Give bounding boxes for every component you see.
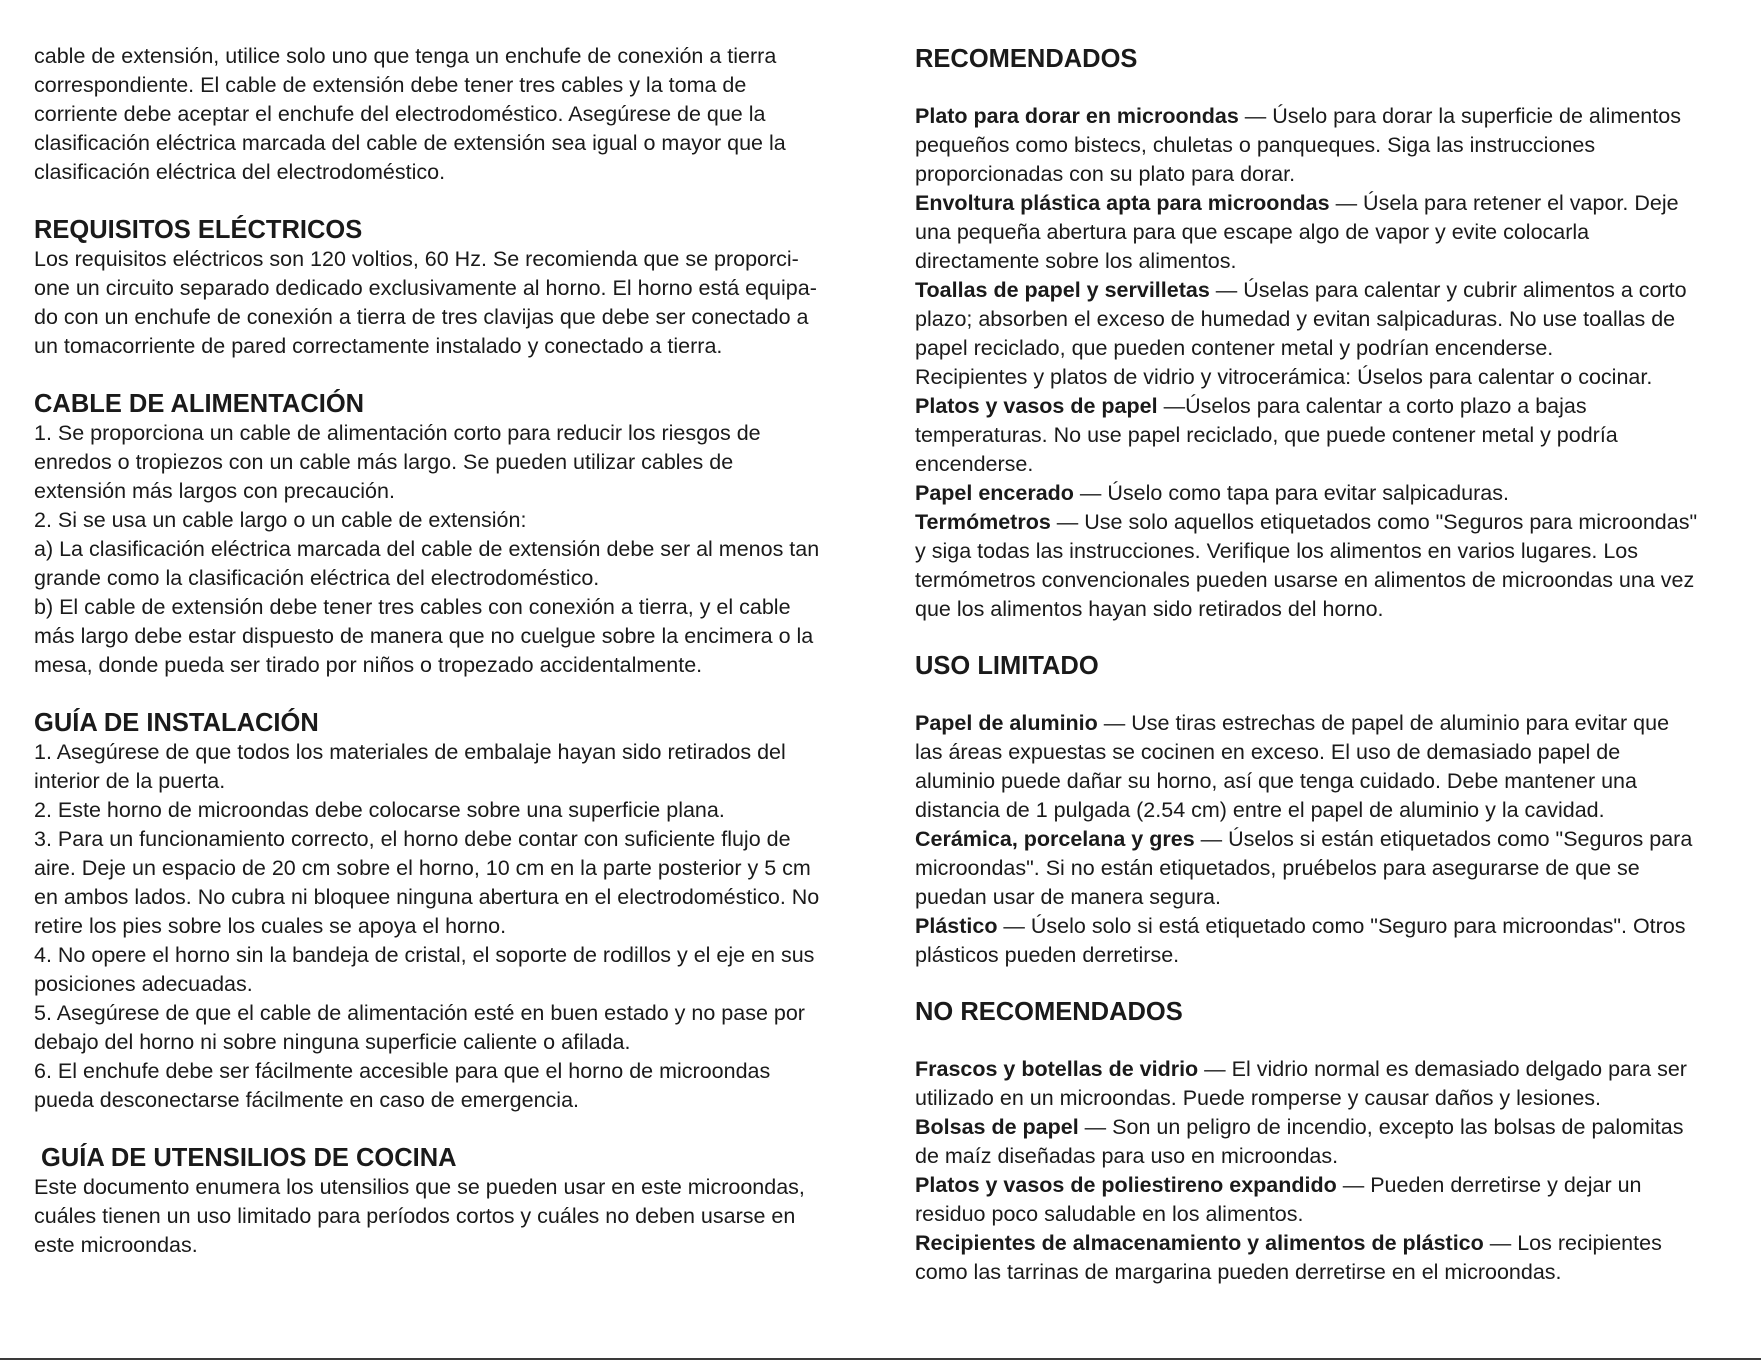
item-term: Platos y vasos de papel (915, 394, 1158, 418)
list-item (915, 479, 1733, 508)
requisitos-paragraph: Los requisitos eléctricos son 120 voltios, 60 Hz. Se recomienda que se proporci- one un circuito separado dedicado exclusivamente al horno. El horno está equipa- do con un enchufe de conexión a tierra de tres clavijas que debe ser conectado a un tomacorriente de pared correctamente instalado y conectado a tierra. (34, 247, 817, 358)
recomendados-list (915, 102, 1733, 624)
item-text: — Los recipientes como las tarrinas de margarina pueden derretirse en el microondas. (915, 1231, 1662, 1284)
list-item (915, 825, 1733, 912)
list-item (915, 508, 1733, 624)
item-term: Papel encerado (915, 481, 1074, 505)
right-column (915, 42, 1733, 1287)
item-text: — Úselo como tapa para evitar salpicaduras. (1073, 481, 1509, 505)
item-text: — Use tiras estrechas de papel de aluminio para evitar que las áreas expuestas se cocinen en exceso. El uso de demasiado papel de aluminio puede dañar su horno, así que tenga cuidado. Debe mantener una distancia de 1 pulgada (2.54 cm) entre el papel de aluminio y la cavidad. (915, 711, 1670, 822)
item-text: — Úselas para calentar y cubrir alimentos a corto plazo; absorben el exceso de humedad y evitan salpicaduras. No use toallas de papel reciclado, que pueden contener metal y podrían encenderse. (915, 278, 1687, 360)
item-text: — Son un peligro de incendio, excepto las bolsas de palomitas de maíz diseñadas para uso en microondas. (915, 1115, 1684, 1168)
list-item (915, 102, 1733, 189)
list-item (915, 1113, 1733, 1171)
item-text: — Úselo para dorar la superficie de alimentos pequeños como bistecs, chuletas o panqueques. Siga las instrucciones proporcionadas con su plato para dorar. (915, 104, 1681, 186)
item-text: — Use solo aquellos etiquetados como "Seguros para microondas" y siga todas las instrucciones. Verifique los alimentos en varios lugares. Los termómetros convencionales pueden usarse en alimentos de microondas una vez que los alimentos hayan sido retirados del horno. (915, 510, 1698, 621)
limitado-list (915, 709, 1733, 970)
left-column (34, 42, 854, 1260)
item-text: —Úselos para calentar a corto plazo a bajas temperaturas. No use papel reciclado, que puede contener metal y podría encenderse. (915, 394, 1618, 476)
utensilios-paragraph: Este documento enumera los utensilios que se pueden usar en este microondas, cuáles tienen un uso limitado para períodos cortos y cuáles no deben usarse en este microondas. (34, 1175, 805, 1257)
instalacion-paragraph: 1. Asegúrese de que todos los materiales de embalaje hayan sido retirados del interior de la puerta. 2. Este horno de microondas debe colocarse sobre una superficie plana. 3. Para un funcionamiento correcto, el horno debe contar con suficiente flujo de aire. Deje un espacio de 20 cm sobre el horno, 10 cm en la parte posterior y 5 cm en ambos lados. No cubra ni bloquee ninguna abertura en el electrodoméstico. No retire los pies sobre los cuales se apoya el horno. 4. No opere el horno sin la bandeja de cristal, el soporte de rodillos y el eje en sus posiciones adecuadas. 5. Asegúrese de que el cable de alimentación esté en buen estado y no pase por debajo del horno ni sobre ninguna superficie caliente o afilada. 6. El enchufe debe ser fácilmente accesible para que el horno de microondas pueda desconectarse fácilmente en caso de emergencia. (34, 740, 820, 1112)
instalacion-heading: GUÍA DE INSTALACIÓN (34, 709, 319, 737)
list-item (915, 1055, 1733, 1113)
no-recomendados-list (915, 1055, 1733, 1287)
item-text: — Úselo solo si está etiquetado como "Seguro para microondas". Otros plásticos pueden derretirse. (915, 914, 1686, 967)
list-item (915, 1171, 1733, 1229)
item-text: — Úselos si están etiquetados como "Seguros para microondas". Si no están etiquetados, pruébelos para asegurarse de que se puedan usar de manera segura. (915, 827, 1693, 909)
item-text: Recipientes y platos de vidrio y vitrocerámica: Úselos para calentar o cocinar. (915, 365, 1653, 389)
list-item (915, 392, 1733, 479)
list-item (915, 189, 1733, 276)
requisitos-heading: REQUISITOS ELÉCTRICOS (34, 216, 363, 244)
item-term: Plástico (915, 914, 998, 938)
bottom-rule (0, 1358, 1761, 1360)
list-item (915, 1229, 1733, 1287)
list-item (915, 363, 1733, 392)
item-term: Plato para dorar en microondas (915, 104, 1239, 128)
no-recomendados-heading: NO RECOMENDADOS (915, 998, 1183, 1026)
item-term: Cerámica, porcelana y gres (915, 827, 1195, 851)
item-term: Recipientes de almacenamiento y alimentos de plástico (915, 1231, 1484, 1255)
item-term: Frascos y botellas de vidrio (915, 1057, 1199, 1081)
item-term: Bolsas de papel (915, 1115, 1079, 1139)
item-text: — Pueden derretirse y dejar un residuo poco saludable en los alimentos. (915, 1173, 1642, 1226)
item-term: Termómetros (915, 510, 1051, 534)
cable-heading: CABLE DE ALIMENTACIÓN (34, 390, 365, 418)
limitado-heading: USO LIMITADO (915, 652, 1099, 680)
item-term: Platos y vasos de poliestireno expandido (915, 1173, 1337, 1197)
item-term: Toallas de papel y servilletas (915, 278, 1210, 302)
item-text: — Úsela para retener el vapor. Deje una pequeña abertura para que escape algo de vapor y evite colocarla directamente sobre los alimentos. (915, 191, 1679, 273)
recomendados-heading: RECOMENDADOS (915, 45, 1138, 73)
item-term: Papel de aluminio (915, 711, 1098, 735)
list-item (915, 912, 1733, 970)
item-term: Envoltura plástica apta para microondas (915, 191, 1330, 215)
cable-paragraph: 1. Se proporciona un cable de alimentación corto para reducir los riesgos de enredos o tropiezos con un cable más largo. Se pueden utilizar cables de extensión más largos con precaución. 2. Si se usa un cable largo o un cable de extensión: a) La clasificación eléctrica marcada del cable de extensión debe ser al menos tan grande como la clasificación eléctrica del electrodoméstico. b) El cable de extensión debe tener tres cables con conexión a tierra, y el cable más largo debe estar dispuesto de manera que no cuelgue sobre la encimera o la mesa, donde pueda ser tirado por niños o tropezado accidentalmente. (34, 421, 820, 677)
utensilios-heading: GUÍA DE UTENSILIOS DE COCINA (41, 1144, 457, 1172)
item-text: — El vidrio normal es demasiado delgado para ser utilizado en un microondas. Puede romperse y causar daños y lesiones. (915, 1057, 1687, 1110)
list-item (915, 276, 1733, 363)
list-item (915, 709, 1733, 825)
intro-paragraph: cable de extensión, utilice solo uno que tenga un enchufe de conexión a tierra correspondiente. El cable de extensión debe tener tres cables y la toma de corriente debe aceptar el enchufe del electrodoméstico. Asegúrese de que la clasificación eléctrica marcada del cable de extensión sea igual o mayor que la clasificación eléctrica del electrodoméstico. (34, 44, 786, 184)
